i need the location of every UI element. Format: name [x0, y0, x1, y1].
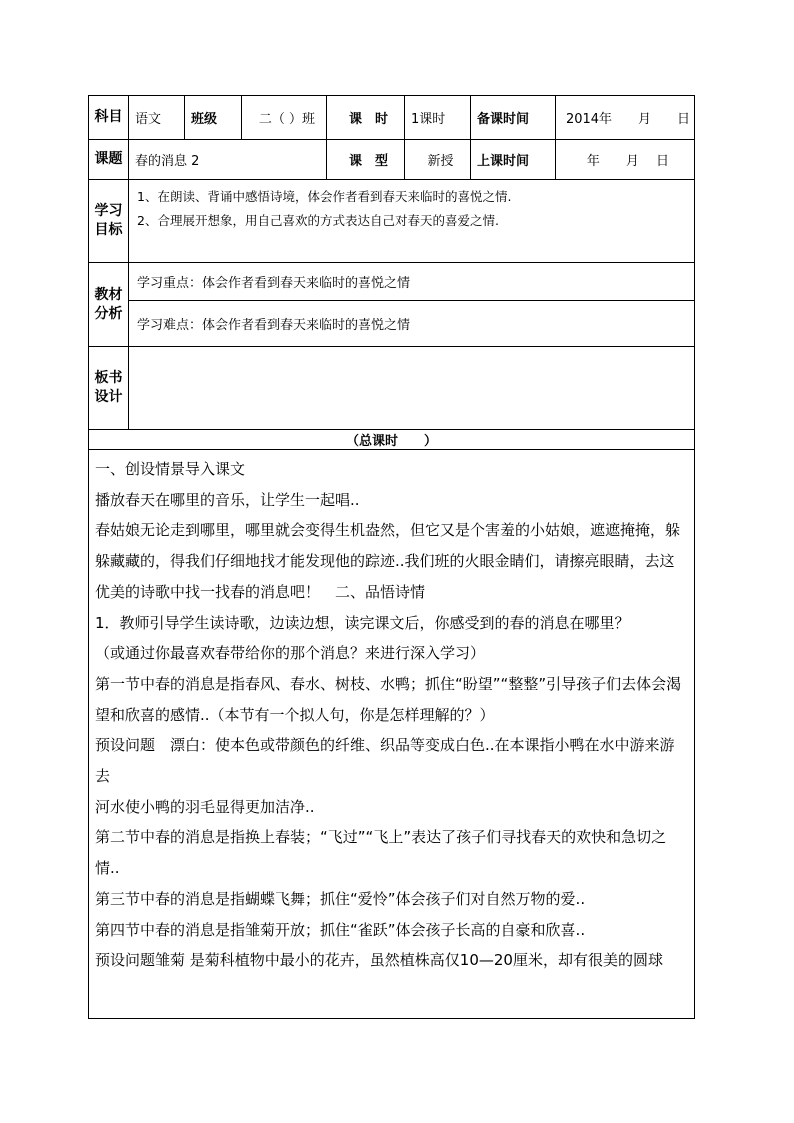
subject-label: 科目	[89, 96, 129, 140]
analysis-row-1	[89, 263, 695, 301]
board-content	[129, 347, 695, 430]
body-paragraph: 播放春天在哪里的音乐，让学生一起唱..	[95, 490, 360, 509]
teaching-process	[89, 450, 695, 1019]
goals-row	[89, 180, 695, 263]
analysis-row-2	[89, 301, 695, 347]
class-time-value: 年 月 日	[556, 140, 695, 180]
board-row	[89, 347, 695, 430]
board-label: 板书设计	[89, 347, 129, 430]
body-paragraph: 第三节中春的消息是指蝴蝶飞舞；抓住“爱怜”体会孩子们对自然万物的爱..	[95, 889, 586, 908]
subject-value: 语文	[129, 96, 185, 140]
goal-item: 2、合理展开想象，用自己喜欢的方式表达自己对春天的喜爱之情.	[137, 213, 499, 228]
total-hours-row	[89, 430, 695, 450]
lesson-plan-table	[88, 95, 695, 1019]
body-paragraph: 1．教师引导学生读诗歌，边读边想，读完课文后，你感受到的春的消息在哪里？	[95, 613, 630, 632]
class-time-label: 上课时间	[471, 140, 556, 180]
body-paragraph: 一、创设情景导入课文	[95, 460, 246, 478]
class-label: 班级	[185, 96, 242, 140]
body-paragraph: 预设问题 漂白：使本色或带颜色的纤维、织品等变成白色..在本课指小鸭在水中游来游去	[95, 736, 675, 786]
body-paragraph: 望和欣喜的感情..（本节有一个拟人句，你是怎样理解的？）	[95, 705, 495, 724]
goals-label: 学习目标	[89, 180, 129, 263]
lesson-plan-page	[88, 95, 694, 1019]
header-row-2	[89, 140, 695, 180]
key-point: 学习重点：体会作者看到春天来临时的喜悦之情	[129, 263, 695, 301]
topic-label: 课题	[89, 140, 129, 180]
type-value: 新授	[405, 140, 471, 180]
header-row-1	[89, 96, 695, 140]
prep-time-label: 备课时间	[471, 96, 556, 140]
analysis-label: 教材分析	[89, 263, 129, 347]
hours-label: 课 时	[327, 96, 405, 140]
difficult-point: 学习难点：体会作者看到春天来临时的喜悦之情	[129, 301, 695, 347]
body-paragraph: 河水使小鸭的羽毛显得更加洁净..	[95, 797, 315, 816]
teaching-process-row	[89, 450, 695, 1019]
body-paragraph: 预设问题雏菊 是菊科植物中最小的花卉，虽然植株高仅10—20厘米，却有很美的圆球	[95, 951, 663, 970]
body-paragraph: 第四节中春的消息是指雏菊开放；抓住“雀跃”体会孩子长高的自豪和欣喜..	[95, 920, 586, 939]
hours-value: 1课时	[405, 96, 471, 140]
body-paragraph: 第一节中春的消息是指春风、春水、树枝、水鸭；抓住“盼望”“整整”引导孩子们去体会渴	[95, 674, 682, 693]
goals-content	[129, 180, 695, 263]
prep-time-value: 2014年 月 日	[556, 96, 695, 140]
body-paragraph: （或通过你最喜欢春带给你的那个消息？来进行深入学习）	[95, 644, 486, 663]
body-paragraph: 春姑娘无论走到哪里，哪里就会变得生机盎然，但它又是个害羞的小姑娘，遮遮掩掩，躲躲藏藏的，得我们仔细地找才能发现他的踪迹..我们班的火眼金睛们，请擦亮眼睛，去这优美的诗歌中找一找春的消息吧！ 二、品悟诗情	[95, 521, 681, 601]
body-paragraph: 第二节中春的消息是指换上春装；“飞过”“飞上”表达了孩子们寻找春天的欢快和急切之情..	[95, 828, 667, 878]
type-label: 课 型	[327, 140, 405, 180]
total-hours: （总课时 ）	[89, 430, 695, 450]
topic-value: 春的消息 2	[129, 140, 327, 180]
class-value: 二（ ）班	[242, 96, 327, 140]
goal-item: 1、在朗读、背诵中感悟诗境，体会作者看到春天来临时的喜悦之情.	[137, 189, 512, 204]
